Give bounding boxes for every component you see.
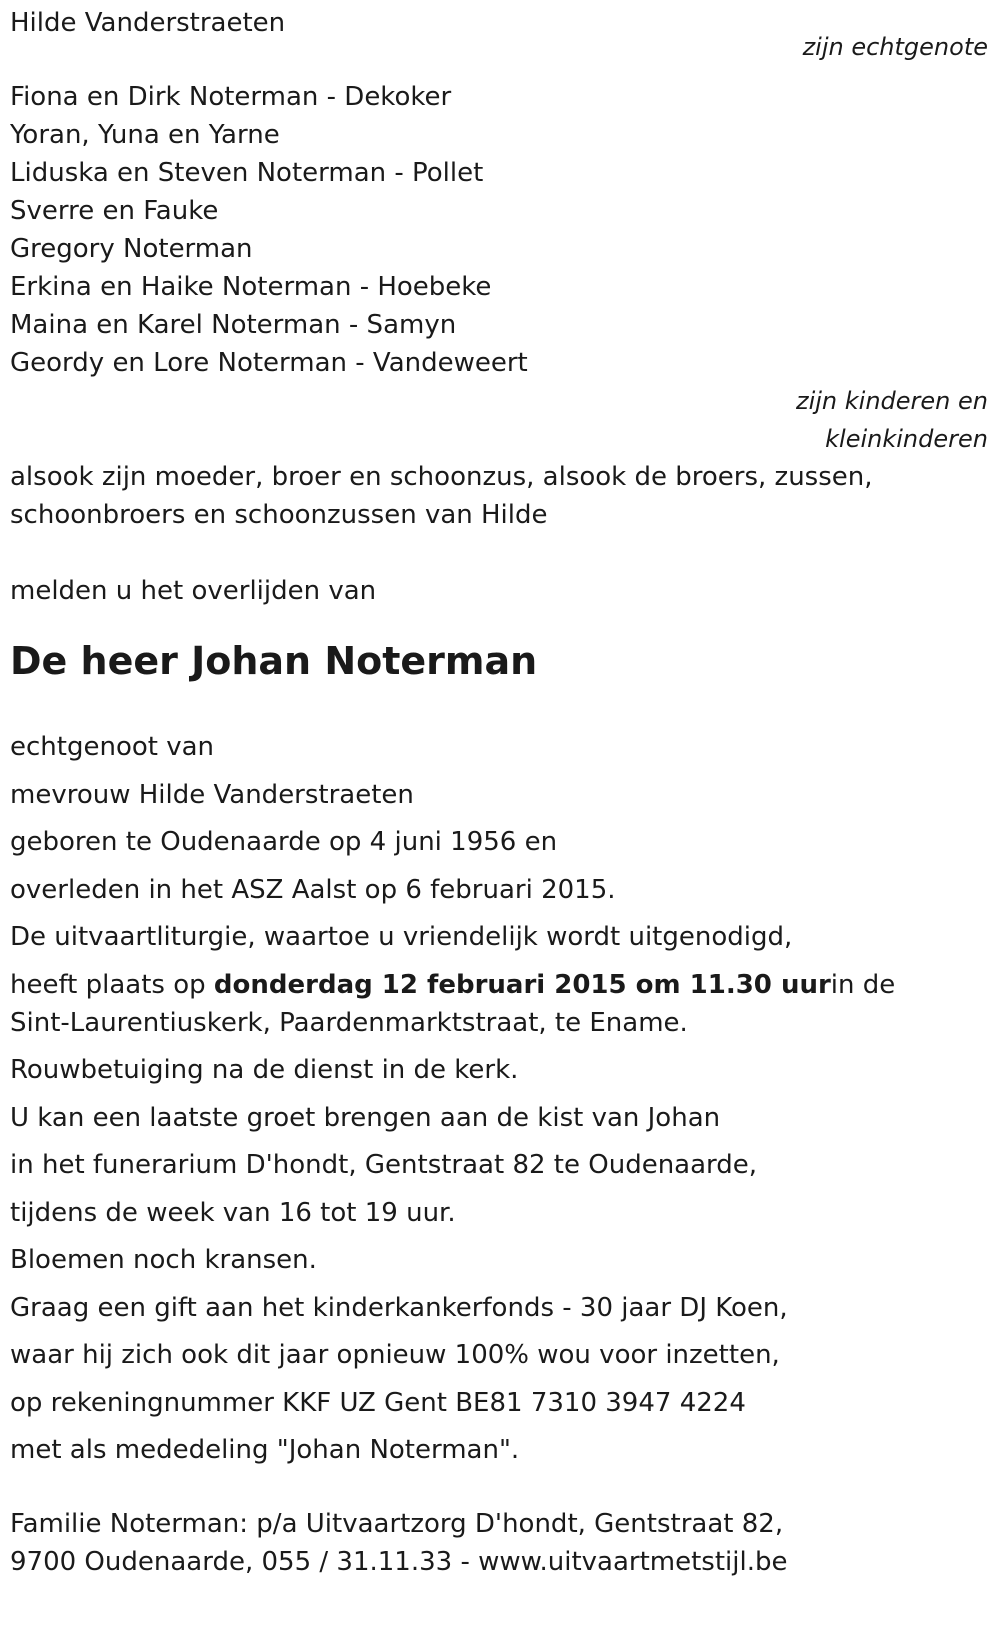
spouse-of: echtgenoot van: [10, 732, 215, 762]
list-item: Liduska en Steven Noterman - Pollet: [10, 158, 484, 188]
children-role-line1: zijn kinderen en: [796, 387, 988, 415]
list-item: Erkina en Haike Noterman - Hoebeke: [10, 272, 492, 302]
liturgy-suffix: in de: [830, 969, 896, 1000]
liturgy-prefix: heeft plaats op: [10, 969, 214, 1000]
gift-line4: met als mededeling "Johan Noterman".: [10, 1435, 520, 1465]
liturgy-location: Sint-Laurentiuskerk, Paardenmarktstraat, te Ename.: [10, 1007, 688, 1038]
footer-line2: 9700 Oudenaarde, 055 / 31.11.33 - www.uitvaartmetstijl.be: [10, 1547, 788, 1577]
spouse-name: Hilde Vanderstraeten: [10, 8, 286, 38]
list-item: Geordy en Lore Noterman - Vandeweert: [10, 348, 528, 378]
flowers-note: Bloemen noch kransen.: [10, 1245, 317, 1275]
announce-text: melden u het overlijden van: [10, 576, 377, 606]
farewell-line2: in het funerarium D'hondt, Gentstraat 82 te Oudenaarde,: [10, 1150, 758, 1180]
list-item: Fiona en Dirk Noterman - Dekoker: [10, 82, 452, 112]
gift-line3: op rekeningnummer KKF UZ Gent BE81 7310 3947 4224: [10, 1387, 746, 1418]
footer-line1: Familie Noterman: p/a Uitvaartzorg D'hondt, Gentstraat 82,: [10, 1509, 784, 1539]
list-item: Yoran, Yuna en Yarne: [10, 120, 280, 150]
farewell-line1: U kan een laatste groet brengen aan de kist van Johan: [10, 1102, 721, 1133]
list-item: Maina en Karel Noterman - Samyn: [10, 310, 457, 340]
condolences: Rouwbetuiging na de dienst in de kerk.: [10, 1055, 519, 1085]
spouse-full-name: mevrouw Hilde Vanderstraeten: [10, 779, 414, 810]
others-line2: schoonbroers en schoonzussen van Hilde: [10, 500, 548, 530]
liturgy-datetime: donderdag 12 februari 2015 om 11.30 uur: [213, 969, 831, 1000]
details-block: [10, 728, 990, 1469]
birth-info: geboren te Oudenaarde op 4 juni 1956 en: [10, 827, 558, 857]
farewell-line3: tijdens de week van 16 tot 19 uur.: [10, 1197, 456, 1228]
death-info: overleden in het ASZ Aalst op 6 februari 2015.: [10, 874, 616, 905]
list-item: Gregory Noterman: [10, 234, 253, 264]
footer: [10, 1505, 990, 1581]
liturgy-when: [10, 966, 990, 1004]
deceased-title: De heer Johan Noterman: [10, 639, 538, 683]
list-item: Sverre en Fauke: [10, 196, 219, 226]
children-role-line2: kleinkinderen: [825, 425, 988, 453]
children-list: [10, 78, 990, 382]
liturgy-intro: De uitvaartliturgie, waartoe u vriendelijk wordt uitgenodigd,: [10, 922, 793, 952]
gift-line1: Graag een gift aan het kinderkankerfonds - 30 jaar DJ Koen,: [10, 1292, 788, 1323]
others-line1: alsook zijn moeder, broer en schoonzus, alsook de broers, zussen,: [10, 462, 873, 492]
gift-line2: waar hij zich ook dit jaar opnieuw 100% wou voor inzetten,: [10, 1340, 780, 1370]
spouse-role: zijn echtgenote: [802, 33, 988, 61]
